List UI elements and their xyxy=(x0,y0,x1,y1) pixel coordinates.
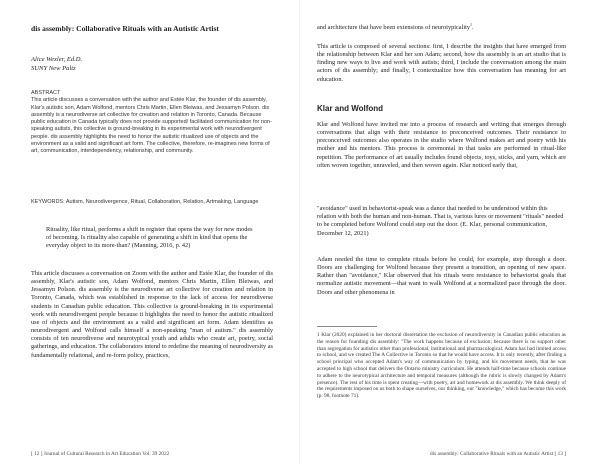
body-paragraph-3: Adam needed the time to complete rituals before he could, for example, step through a door. Doors are challenging for Wolfond because they present a transition, an opening of new space. Rather than "avoidance," Klar observed that his rituals were resistance to behaviorist goals that normalize autistic movement—that want to walk Wolfond at a normalized pace through the door. Doors and other phenomena in xyxy=(317,256,566,296)
continued-text-end: . xyxy=(472,24,474,31)
author-affiliation: SUNY New Paltz xyxy=(31,65,76,72)
footnote-ref[interactable]: 1 xyxy=(470,21,472,27)
author-name: Alice Wexler, Ed.D. xyxy=(31,56,83,63)
footnote-rule xyxy=(317,326,377,327)
abstract-text: This article discusses a conversation with the author and Estée Klar, the founder of dis assembly, Klar's autistic son, Adam Wolfond, mentors Chris Martin, Ellen Bleiwas, and Jessamyn Polson. dis assembly is a neurodiverse art collective for creation and relation in Toronto, Canada. Because public education in Canada typically does not provide supported/ facilitated communication for non-speaking autists, this collective is ground-breaking in its experimental work with neurodivergent people. dis assembly highlights the need to honor the autistic ritualized use of objects and the environment as a valid and significant art form. The collective, therefore, re-imagines new forms of art, communication, interdependency, relationship, and community. xyxy=(31,97,272,155)
author-block xyxy=(31,55,273,73)
abstract-label: ABSTRACT xyxy=(31,90,61,96)
sections-paragraph: This article is composed of several sections: first, I describe the insights that have emerged from the relationship between Klar and her son Adam; second, how dis assembly is an art studio that is finding new ways to live and work with autists; third, I include the conversation among the main actors of dis assembly; and finally, I contextualize how this conversation has meaning for art education. xyxy=(317,43,566,83)
right-page-footer: dis assembly: Collaborative Rituals with an Autistic Artist [ 13 ] xyxy=(430,451,566,457)
footnote: 1 Klar (2020) explained in her doctoral dissertation the exclusion of neurodiversity in Canadian public education as the reason for founding dis assembly: "The work happens because of exclusion; because there is no support other than segregation for autistics other than professional, institutional and pharmacological. Adam has had limited access to school, and we created The A Collective in Toronto so that he would have access. It is only recently, after finding a school principal who accepted Adam's way of communication by typing, and his movement needs, that he was accepted to high school that delivers the Ontario ministry curriculum. He attends half-time because schools continue to adhere to the neurotypical architecture and temporal measures (although the rubric is slowly changed by Adam's presence). The rest of his time is spent creating—with poetry, art and homework at dis assembly. We think deeply of the requirements imposed on us both to shape ourselves, our thinking, our "knowledge," which has become this work (p. 98, footnote 71). xyxy=(317,332,566,400)
keywords: KEYWORDS: Autism, Neurodivergence, Ritual, Collaboration, Relation, Artmaking, Language xyxy=(31,199,259,205)
article-title: dis assembly: Collaborative Rituals with an Autistic Artist xyxy=(31,24,219,33)
epigraph: Rituality, like ritual, performs a shift in register that opens the way for new modes of becoming. Is rituality also capable of generating a shift in kind that opens the everyday object to its more-than? (Manning, 2016, p. 42) xyxy=(46,226,253,250)
left-page-footer: [ 12 ] Journal of Cultural Research in Art Education Vol. 39 2022 xyxy=(31,451,170,457)
section-heading: Klar and Wolfond xyxy=(317,104,384,113)
block-quote: "avoidance" used in behaviorist-speak was a dance that needed to be understood within this relation with both the human and non-human. That is, various lures or movement "rituals" needed to be completed before Wolfond could step out the door. (E. Klar, personal communication, December 12, 2021) xyxy=(317,205,564,237)
body-paragraph-2: Klar and Wolfond have invited me into a process of research and writing that emerges through conversations that align with their resistance to preconceived outcomes. Their resistance to preconceived outcomes also operates in the studio where Wolfond makes art and poetry with his mother and his mentors. This process is ceremonial in that tasks are performed in ritual-like repetition. The performance of art usually includes found objects, toys, sticks, and yarn, which are often woven together, unraveled, and then woven again. Klar noticed early that, xyxy=(317,121,566,169)
abstract xyxy=(31,90,273,156)
continued-paragraph xyxy=(317,21,566,32)
continued-text: and architecture that have been extensions of neurotypicality xyxy=(317,24,470,31)
right-page xyxy=(300,0,600,464)
body-paragraph-1: This article discusses a conversation on Zoom with the author and Estée Klar, the founder of dis assembly, Klar's autistic son, Adam Wolfond, mentors Chris Martin, Ellen Bleiwas, and Jessamyn Polson. dis assembly is the neurodiverse art collective for creation and relation in Toronto, Canada, which was established in response to the lack of access for neurodiverse students in Canadian public education. This collective is ground-breaking in its experimental work with neurodivergent people because it highlights the need to honor the autistic ritualized use of objects and the environment as a valid and significant art form. Adam identifies as neurodivergent and Wolfond calls himself a non-speaking "man of autism." dis assembly consists of ten neurodiverse and neurotypical youth and adults who create art, poetry, social gatherings, and education. The collaborators intend to redefine the meaning of neurodiversity as fundamentally relational, and re-form policy, practices, xyxy=(31,270,273,359)
